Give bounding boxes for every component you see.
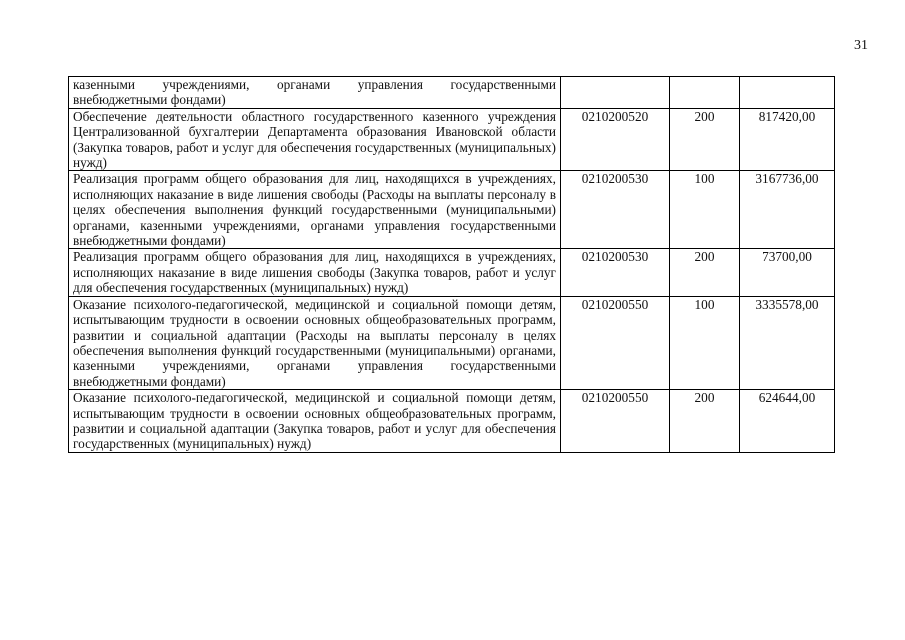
row-amount: 624644,00 [740,390,835,453]
row-target-code [561,77,670,109]
row-target-code: 0210200550 [561,296,670,389]
row-description: Реализация программ общего образования для лиц, находящихся в учреждениях, исполняющих наказание в виде лишения свободы (Расходы на выплаты персоналу в целях обеспечения выполнения функций государственными (муниципальными) органами, казенными учреждениями, органами управления государственными внебюджетными фондами) [69,171,561,249]
row-expense-type: 200 [670,390,740,453]
row-expense-type: 100 [670,296,740,389]
row-expense-type: 200 [670,108,740,171]
row-target-code: 0210200550 [561,390,670,453]
row-description: казенными учреждениями, органами управления государственными внебюджетными фондами) [69,77,561,109]
budget-table [68,76,835,453]
row-amount: 3167736,00 [740,171,835,249]
row-target-code: 0210200530 [561,249,670,296]
row-expense-type [670,77,740,109]
row-amount [740,77,835,109]
row-description: Реализация программ общего образования для лиц, находящихся в учреждениях, исполняющих наказание в виде лишения свободы (Закупка товаров, работ и услуг для обеспечения государственных (муниципальных) нужд) [69,249,561,296]
row-target-code: 0210200530 [561,171,670,249]
row-description: Обеспечение деятельности областного государственного казенного учреждения Централизованной бухгалтерии Департамента образования Ивановской области (Закупка товаров, работ и услуг для обеспечения государственных (муниципальных) нужд) [69,108,561,171]
row-expense-type: 200 [670,249,740,296]
table-row [69,249,835,296]
row-target-code: 0210200520 [561,108,670,171]
row-expense-type: 100 [670,171,740,249]
table-row [69,77,835,109]
table-row [69,108,835,171]
table-row [69,296,835,389]
table-row [69,171,835,249]
page-number: 31 [854,38,868,53]
row-description: Оказание психолого-педагогической, медицинской и социальной помощи детям, испытывающим трудности в освоении основных общеобразовательных программ, развитии и социальной адаптации (Расходы на выплаты персоналу в целях обеспечения выполнения функций государственными (муниципальными) органами, казенными учреждениями, органами управления государственными внебюджетными фондами) [69,296,561,389]
row-description: Оказание психолого-педагогической, медицинской и социальной помощи детям, испытывающим трудности в освоении основных общеобразовательных программ, развитии и социальной адаптации (Закупка товаров, работ и услуг для обеспечения государственных (муниципальных) нужд) [69,390,561,453]
table-row [69,390,835,453]
row-amount: 73700,00 [740,249,835,296]
row-amount: 817420,00 [740,108,835,171]
row-amount: 3335578,00 [740,296,835,389]
